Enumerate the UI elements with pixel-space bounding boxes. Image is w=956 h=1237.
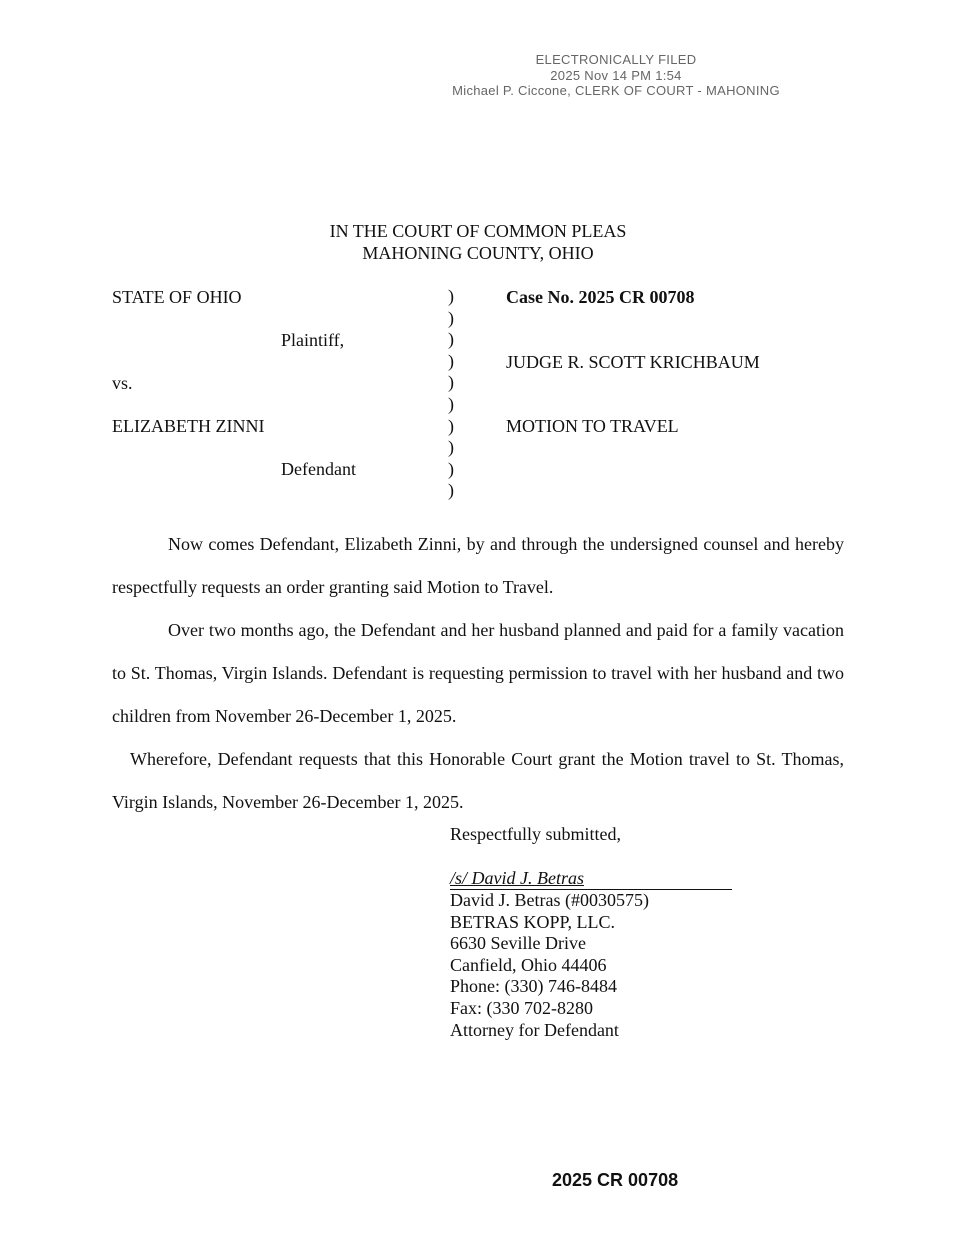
- paragraph-3: Wherefore, Defendant requests that this Honorable Court grant the Motion travel to St. Thomas, Virgin Islands, November 26-December 1, 2025.: [112, 749, 844, 812]
- paren: ): [448, 372, 454, 393]
- caption-parentheses: [448, 286, 454, 502]
- address-street: 6630 Seville Drive: [450, 933, 586, 954]
- paren: ): [448, 458, 454, 479]
- paren: ): [448, 329, 454, 350]
- case-number: Case No. 2025 CR 00708: [506, 287, 695, 307]
- closing: Respectfully submitted,: [450, 824, 621, 844]
- defendant-name: ELIZABETH ZINNI: [112, 416, 265, 436]
- paren: ): [448, 437, 454, 458]
- attorney-name: David J. Betras (#0030575): [450, 890, 649, 910]
- phone: Phone: (330) 746-8484: [450, 976, 617, 997]
- efiling-stamp: [400, 52, 832, 99]
- paren: ): [448, 350, 454, 371]
- paren: ): [448, 415, 454, 436]
- paren: ): [448, 393, 454, 414]
- attorney-info: [450, 890, 649, 1041]
- fax: Fax: (330 702-8280: [450, 997, 593, 1018]
- paren: ): [448, 286, 454, 306]
- paren: ): [448, 307, 454, 328]
- paragraph-1: Now comes Defendant, Elizabeth Zinni, by and through the undersigned counsel and hereby respectfully requests an order granting said Motion to Travel.: [112, 534, 844, 597]
- paragraph-2: Over two months ago, the Defendant and her husband planned and paid for a family vacation to St. Thomas, Virgin Islands. Defendant is requesting permission to travel with her husband and two children from November 26-December 1, 2025.: [112, 620, 844, 726]
- plaintiff-name: STATE OF OHIO: [112, 287, 242, 307]
- e-signature: /s/ David J. Betras: [450, 868, 732, 890]
- judge-name: JUDGE R. SCOTT KRICHBAUM: [506, 352, 760, 372]
- paren: ): [448, 480, 454, 501]
- attorney-role: Attorney for Defendant: [450, 1019, 619, 1040]
- plaintiff-role: Plaintiff,: [281, 330, 345, 350]
- stamp-line-1: ELECTRONICALLY FILED: [535, 52, 697, 67]
- court-heading: [0, 220, 956, 264]
- defendant-role: Defendant: [281, 459, 356, 479]
- footer-case-number: 2025 CR 00708: [552, 1170, 679, 1190]
- versus: vs.: [112, 373, 133, 393]
- stamp-line-3: Michael P. Ciccone, CLERK OF COURT - MAHONING: [452, 83, 780, 98]
- court-name: IN THE COURT OF COMMON PLEAS: [329, 221, 627, 241]
- address-city: Canfield, Ohio 44406: [450, 954, 607, 975]
- motion-title: MOTION TO TRAVEL: [506, 416, 679, 436]
- stamp-line-2: 2025 Nov 14 PM 1:54: [550, 67, 682, 83]
- court-county: MAHONING COUNTY, OHIO: [362, 243, 594, 263]
- firm-name: BETRAS KOPP, LLC.: [450, 911, 616, 932]
